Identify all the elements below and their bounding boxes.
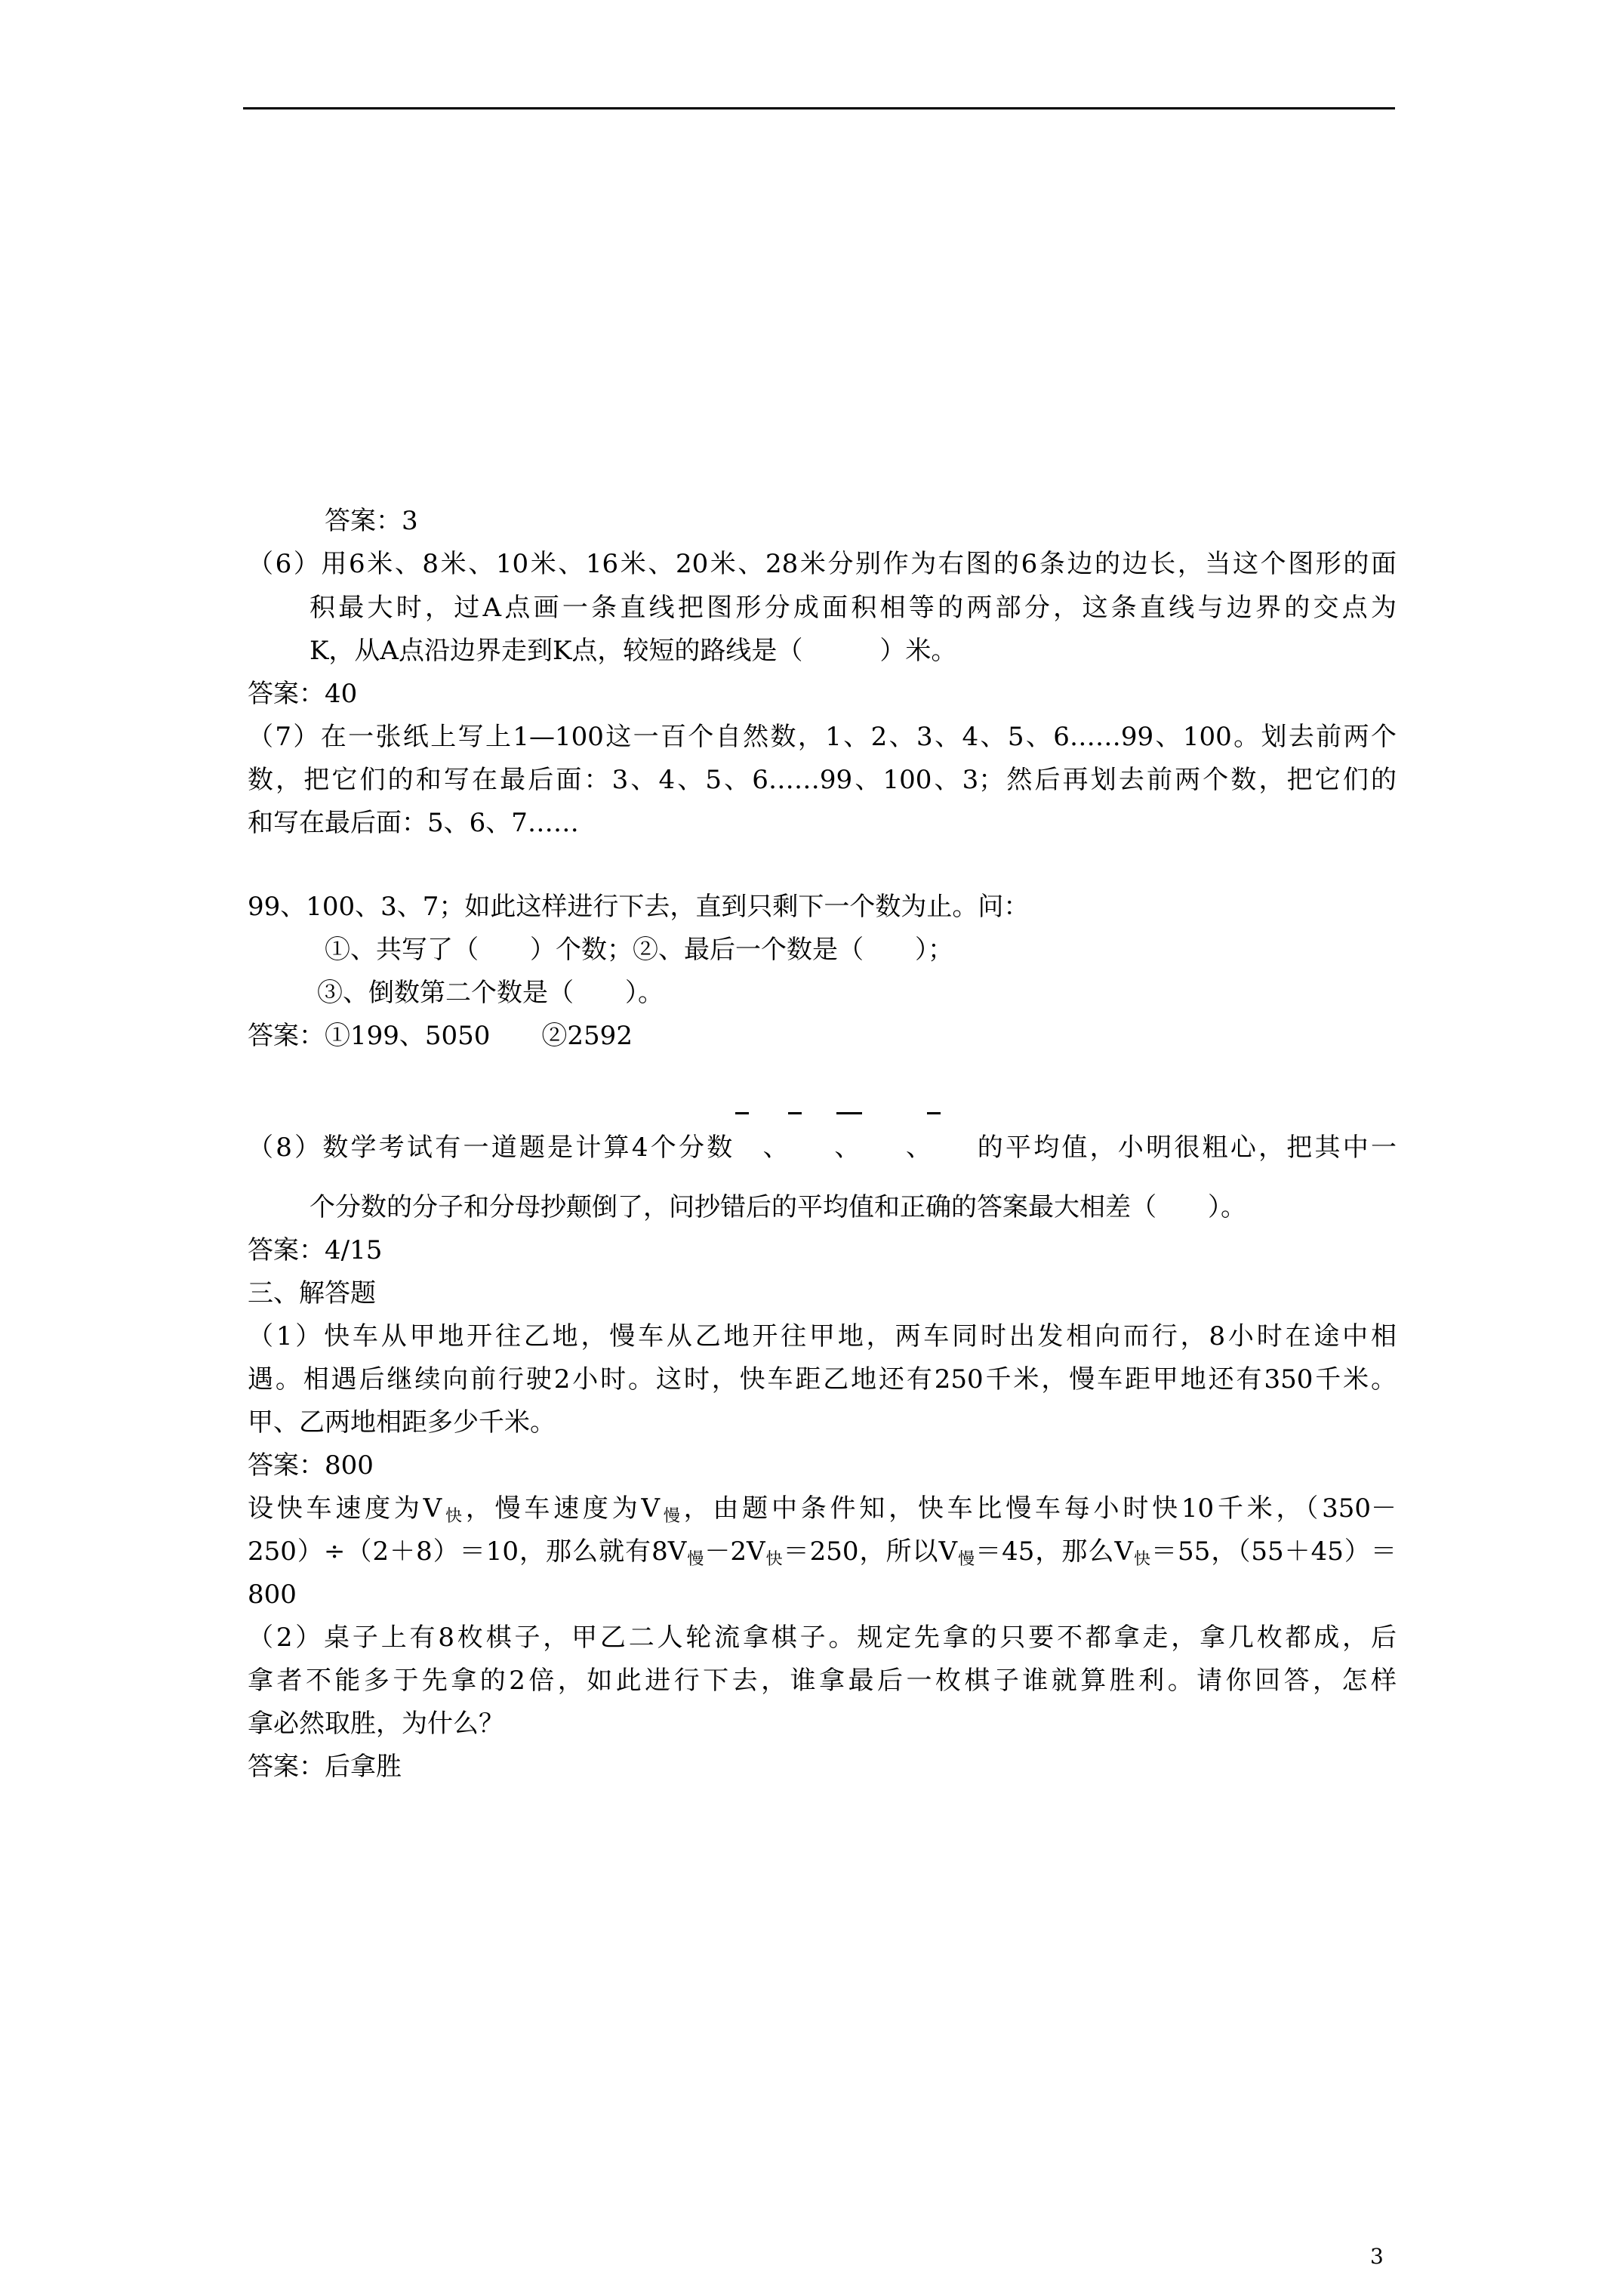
question-8-line-2: 个分数的分子和分母抄颠倒了，问抄错后的平均值和正确的答案最大相差（ ）。 bbox=[310, 1192, 1246, 1222]
subscript-slow: 慢 bbox=[660, 1507, 684, 1526]
question-7-sub-3: ③、倒数第二个数是（ ）。 bbox=[317, 978, 664, 1008]
question-7-line-3: 和写在最后面：5、6、7…… bbox=[248, 808, 579, 838]
solution-line-2 bbox=[248, 1533, 1397, 1570]
question-7-line-4: 99、100、3、7；如此这样进行下去，直到只剩下一个数为止。问： bbox=[248, 892, 1030, 922]
problem-1-line-2: 遇。相遇后继续向前行驶2小时。这时，快车距乙地还有250千米，慢车距甲地还有350千米。 bbox=[248, 1364, 1397, 1395]
solution-text: ，慢车速度为V bbox=[465, 1493, 661, 1524]
subscript-slow: 慢 bbox=[957, 1550, 976, 1569]
answer-problem-1: 答案：800 bbox=[248, 1450, 374, 1481]
solution-line-3: 800 bbox=[248, 1579, 297, 1610]
fraction-bar-3 bbox=[836, 1112, 862, 1114]
page-number: 3 bbox=[1370, 2244, 1384, 2269]
solution-text: －2V bbox=[704, 1536, 765, 1567]
answer-8: 答案：4/15 bbox=[248, 1235, 383, 1265]
answer-5: 答案：3 bbox=[325, 506, 418, 536]
problem-1-line-3: 甲、乙两地相距多少千米。 bbox=[248, 1407, 556, 1438]
question-8-line-1: （8）数学考试有一道题是计算4个分数 、 、 、 的平均值，小明很粗心，把其中一 bbox=[248, 1133, 1397, 1163]
solution-text: ＝250，所以V bbox=[783, 1536, 958, 1567]
section-heading-3: 三、解答题 bbox=[248, 1278, 376, 1308]
question-7-line-2: 数，把它们的和写在最后面：3、4、5、6……99、100、3；然后再划去前两个数，把它们的 bbox=[248, 765, 1397, 795]
problem-2-line-3: 拿必然取胜，为什么？ bbox=[248, 1709, 504, 1739]
answer-problem-2: 答案：后拿胜 bbox=[248, 1752, 402, 1782]
question-6-line-3: K，从A点沿边界走到K点，较短的路线是（ ）米。 bbox=[310, 636, 957, 666]
header-rule bbox=[243, 107, 1395, 109]
question-6-line-2: 积最大时，过A点画一条直线把图形分成面积相等的两部分，这条直线与边界的交点为 bbox=[310, 593, 1397, 623]
solution-text: ＝55，（55＋45）＝ bbox=[1151, 1536, 1397, 1567]
fraction-bar-4 bbox=[927, 1112, 941, 1114]
problem-2-line-1: （2）桌子上有8枚棋子，甲乙二人轮流拿棋子。规定先拿的只要不都拿走，拿几枚都成，后 bbox=[248, 1623, 1397, 1653]
question-6-line-1: （6）用6米、8米、10米、16米、20米、28米分别作为右图的6条边的边长，当这个图形的面 bbox=[248, 549, 1397, 579]
question-7-line-1: （7）在一张纸上写上1—100这一百个自然数，1、2、3、4、5、6……99、100。划去前两个 bbox=[248, 722, 1397, 752]
subscript-slow: 慢 bbox=[686, 1550, 705, 1569]
fraction-bar-1 bbox=[735, 1112, 749, 1114]
question-7-sub-1: ①、共写了（ ）个数；②、最后一个数是（ ）； bbox=[325, 935, 953, 965]
problem-2-line-2: 拿者不能多于先拿的2倍，如此进行下去，谁拿最后一枚棋子谁就算胜利。请你回答，怎样 bbox=[248, 1666, 1397, 1696]
subscript-fast: 快 bbox=[1133, 1550, 1152, 1569]
solution-text: ，由题中条件知，快车比慢车每小时快10千米，（350－ bbox=[683, 1493, 1397, 1524]
problem-1-line-1: （1）快车从甲地开往乙地，慢车从乙地开往甲地，两车同时出发相向而行，8小时在途中相 bbox=[248, 1321, 1397, 1351]
fraction-bar-2 bbox=[788, 1112, 802, 1114]
solution-text: 250）÷（2＋8）＝10，那么就有8V bbox=[248, 1536, 687, 1567]
subscript-fast: 快 bbox=[442, 1507, 466, 1526]
solution-text: 设快车速度为V bbox=[248, 1493, 442, 1524]
solution-line-1 bbox=[248, 1490, 1397, 1527]
solution-text: ＝45，那么V bbox=[975, 1536, 1134, 1567]
answer-7: 答案：①199、5050 ②2592 bbox=[248, 1021, 633, 1051]
subscript-fast: 快 bbox=[765, 1550, 784, 1569]
answer-6: 答案：40 bbox=[248, 679, 358, 709]
